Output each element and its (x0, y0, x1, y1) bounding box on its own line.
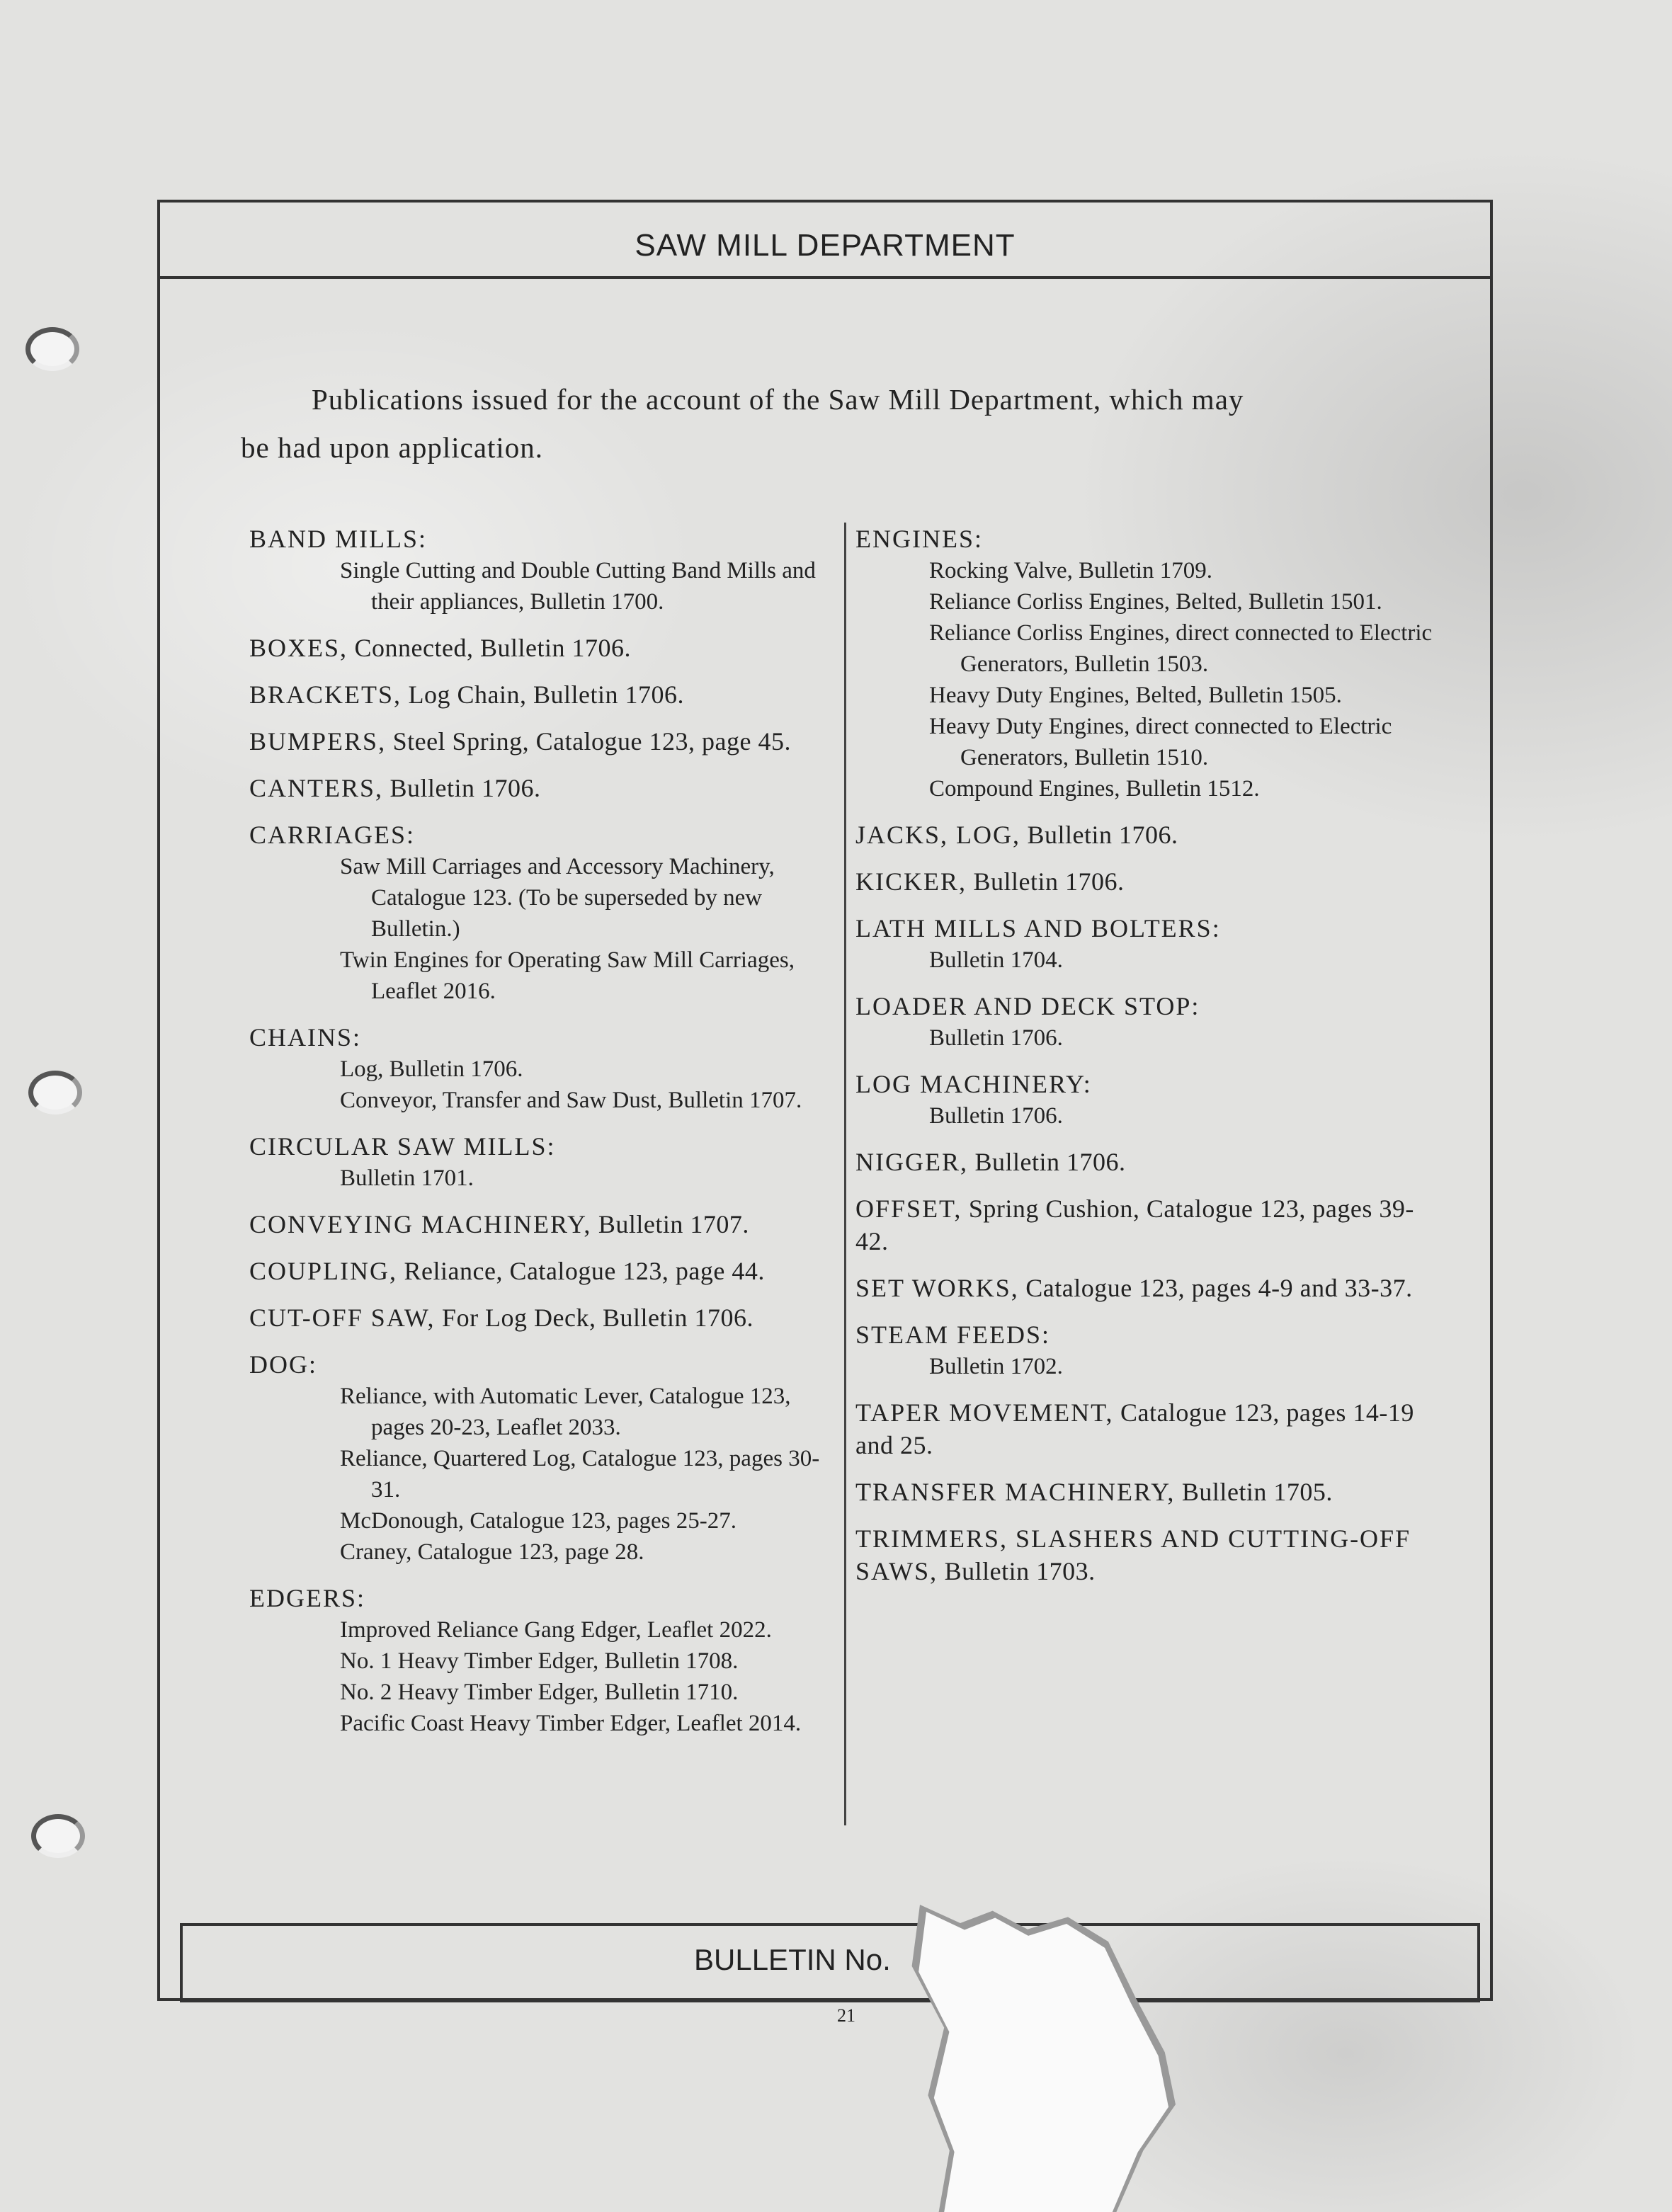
entry-subitem: Log, Bulletin 1706. (340, 1056, 523, 1082)
index-entry (249, 1255, 837, 1287)
entry-subitem: Reliance, with Automatic Lever, Catalogue 123, pages 20-23, Leaflet 2033. (340, 1384, 791, 1440)
index-entry (855, 1146, 1443, 1178)
page-title: SAW MILL DEPARTMENT (635, 228, 1016, 263)
title-bar (157, 200, 1493, 279)
entry-heading (855, 865, 1443, 898)
intro-line-1: Publications issued for the account of the Saw Mill Department, which may (312, 383, 1244, 416)
entry-subitem: No. 1 Heavy Timber Edger, Bulletin 1708. (340, 1648, 739, 1674)
entry-heading-detail: Bulletin 1706. (967, 867, 1125, 896)
entry-heading-term: ENGINES: (855, 525, 983, 553)
entry-heading (855, 1192, 1443, 1258)
index-entry (249, 523, 837, 617)
entry-heading-term: LOG MACHINERY: (855, 1070, 1092, 1098)
index-entry (855, 865, 1443, 898)
entry-subitem: Bulletin 1704. (929, 947, 1063, 973)
entry-heading (855, 1522, 1443, 1587)
entry-heading-detail: Catalogue 123, pages 4-9 and 33-37. (1018, 1274, 1413, 1302)
entry-heading (855, 912, 1443, 945)
entry-subitem: Pacific Coast Heavy Timber Edger, Leaflet 2014. (340, 1711, 802, 1736)
entry-heading-term: TRANSFER MACHINERY, (855, 1478, 1176, 1506)
entry-heading-term: TRIMMERS, SLASHERS AND CUTTING-OFF SAWS, (855, 1524, 1411, 1585)
index-entry (855, 1068, 1443, 1131)
page-number: 21 (837, 2005, 855, 2026)
entry-subitem: No. 2 Heavy Timber Edger, Bulletin 1710. (340, 1680, 739, 1705)
entry-heading-term: JACKS, LOG, (855, 821, 1021, 849)
entry-heading-term: CIRCULAR SAW MILLS: (249, 1132, 556, 1161)
entry-subitem: Bulletin 1706. (929, 1025, 1063, 1051)
entry-heading (855, 523, 1443, 555)
entry-heading (249, 632, 837, 664)
intro-line-2: be had upon application. (241, 431, 544, 464)
index-entry (249, 1021, 837, 1116)
entry-subitem: Bulletin 1702. (929, 1354, 1063, 1379)
entry-heading (249, 819, 837, 851)
entry-subitem: Saw Mill Carriages and Accessory Machinery, Catalogue 123. (To be superseded by new Bulletin.) (340, 854, 775, 942)
entry-subitem: Conveyor, Transfer and Saw Dust, Bulletin 1707. (340, 1088, 802, 1113)
entry-heading (855, 1476, 1443, 1508)
index-entry (249, 678, 837, 711)
entry-subitem: Single Cutting and Double Cutting Band Mills and their appliances, Bulletin 1700. (340, 558, 816, 615)
left-column (249, 523, 837, 1753)
index-entry (855, 523, 1443, 804)
entry-heading-detail: Bulletin 1706. (383, 774, 541, 802)
entry-heading-term: EDGERS: (249, 1584, 366, 1612)
entry-heading (855, 819, 1443, 851)
column-divider (844, 523, 846, 1825)
entry-heading-detail: Bulletin 1706. (967, 1148, 1126, 1176)
index-entry (249, 772, 837, 804)
index-entry (249, 1130, 837, 1194)
entry-subitem: Craney, Catalogue 123, page 28. (340, 1539, 644, 1565)
entry-heading-term: KICKER, (855, 867, 967, 896)
entry-heading-term: OFFSET, (855, 1195, 962, 1223)
bulletin-number-label: BULLETIN No. (694, 1943, 891, 1976)
entry-heading-detail: Reliance, Catalogue 123, page 44. (397, 1257, 765, 1285)
entry-heading (249, 1255, 837, 1287)
right-column (855, 523, 1443, 1602)
entry-heading-term: CANTERS, (249, 774, 384, 802)
punch-hole-icon (28, 1071, 82, 1114)
index-entry (855, 912, 1443, 976)
entry-heading-term: COUPLING, (249, 1257, 398, 1285)
entry-heading (249, 678, 837, 711)
entry-subitem: Reliance Corliss Engines, direct connected to Electric Generators, Bulletin 1503. (929, 620, 1433, 677)
entry-heading (249, 1021, 837, 1054)
entry-subitem: Rocking Valve, Bulletin 1709. (929, 558, 1212, 583)
entry-heading-term: LATH MILLS AND BOLTERS: (855, 914, 1221, 942)
index-entry (855, 1192, 1443, 1258)
index-entry (249, 1208, 837, 1241)
entry-heading (855, 1068, 1443, 1100)
entry-subitem: Twin Engines for Operating Saw Mill Carriages, Leaflet 2016. (340, 947, 795, 1004)
entry-subitem: McDonough, Catalogue 123, pages 25-27. (340, 1508, 737, 1534)
entry-heading (249, 1348, 837, 1381)
index-entry (855, 1318, 1443, 1382)
entry-heading-detail: Log Chain, Bulletin 1706. (402, 680, 685, 709)
entry-subitem: Reliance Corliss Engines, Belted, Bulletin 1501. (929, 589, 1382, 615)
index-entry (249, 1582, 837, 1739)
entry-heading (249, 1301, 837, 1334)
entry-heading-detail: Steel Spring, Catalogue 123, page 45. (386, 727, 791, 756)
index-entry (249, 725, 837, 758)
index-entry (249, 1301, 837, 1334)
entry-subitem: Improved Reliance Gang Edger, Leaflet 2022. (340, 1617, 772, 1643)
entry-heading-term: TAPER MOVEMENT, (855, 1398, 1114, 1427)
entry-heading (249, 772, 837, 804)
entry-subitem: Compound Engines, Bulletin 1512. (929, 776, 1260, 802)
entry-heading (855, 1318, 1443, 1351)
entry-subitem: Reliance, Quartered Log, Catalogue 123, pages 30-31. (340, 1446, 820, 1503)
index-entry (249, 632, 837, 664)
entry-subitem: Bulletin 1701. (340, 1165, 474, 1191)
entry-heading-detail: Bulletin 1706. (1020, 821, 1178, 849)
entry-subitem: Heavy Duty Engines, Belted, Bulletin 1505. (929, 683, 1342, 708)
index-entry (855, 990, 1443, 1054)
entry-heading-term: LOADER AND DECK STOP: (855, 992, 1200, 1020)
entry-heading-term: NIGGER, (855, 1148, 968, 1176)
entry-heading (249, 725, 837, 758)
index-entry (249, 819, 837, 1007)
entry-heading-term: BAND MILLS: (249, 525, 428, 553)
index-entry (855, 819, 1443, 851)
entry-heading-detail: Bulletin 1705. (1175, 1478, 1333, 1506)
entry-heading-term: CONVEYING MACHINERY, (249, 1210, 592, 1238)
entry-subitem: Heavy Duty Engines, direct connected to Electric Generators, Bulletin 1510. (929, 714, 1392, 770)
index-entry (855, 1396, 1443, 1461)
entry-heading-term: STEAM FEEDS: (855, 1321, 1051, 1349)
punch-hole-icon (25, 327, 79, 371)
index-entry (855, 1476, 1443, 1508)
entry-heading (249, 523, 837, 555)
entry-heading-term: BRACKETS, (249, 680, 402, 709)
entry-heading (249, 1130, 837, 1163)
entry-heading-detail: Bulletin 1703. (938, 1557, 1096, 1585)
index-entry (249, 1348, 837, 1568)
punch-hole-icon (31, 1814, 85, 1858)
entry-heading-term: CARRIAGES: (249, 821, 416, 849)
entry-heading-detail: Catalogue 123, pages 14-19 and 25. (855, 1398, 1414, 1459)
entry-heading-detail: For Log Deck, Bulletin 1706. (435, 1304, 753, 1332)
entry-heading-term: DOG: (249, 1350, 317, 1379)
entry-heading-detail: Bulletin 1707. (591, 1210, 749, 1238)
entry-heading-detail: Connected, Bulletin 1706. (348, 634, 631, 662)
entry-heading (249, 1208, 837, 1241)
entry-heading-term: CHAINS: (249, 1023, 362, 1051)
index-entry (855, 1272, 1443, 1304)
intro-paragraph (241, 375, 1431, 472)
entry-heading-term: CUT-OFF SAW, (249, 1304, 436, 1332)
entry-heading (855, 1272, 1443, 1304)
entry-heading-term: BUMPERS, (249, 727, 387, 756)
entry-heading-detail: Spring Cushion, Catalogue 123, pages 39-42. (855, 1195, 1414, 1255)
entry-heading (855, 990, 1443, 1022)
entry-heading (855, 1396, 1443, 1461)
entry-heading (249, 1582, 837, 1614)
entry-subitem: Bulletin 1706. (929, 1103, 1063, 1129)
index-entry (855, 1522, 1443, 1587)
entry-heading-term: BOXES, (249, 634, 348, 662)
entry-heading-term: SET WORKS, (855, 1274, 1019, 1302)
entry-heading (855, 1146, 1443, 1178)
